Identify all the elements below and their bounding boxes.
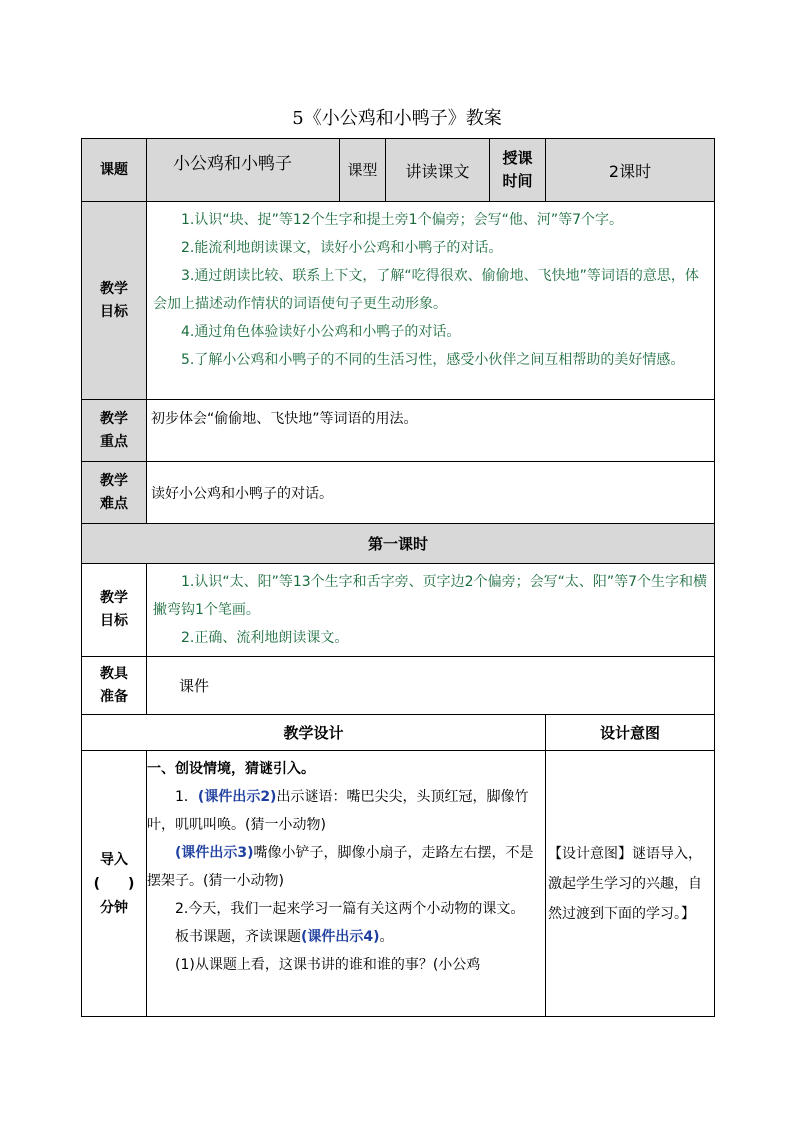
lesson1-goals-label: 教学目标 (82, 564, 147, 657)
topic-label: 课题 (82, 139, 147, 202)
lesson1-goals-content (147, 564, 715, 657)
goal-item: 3.通过朗读比较、联系上下文，了解“吃得很欢、偷偷地、飞快地”等词语的意思，体会加上描述动作情状的词语使句子更生动形象。 (153, 268, 699, 312)
tools-row (82, 657, 715, 715)
courseware-tag: (课件出示4) (301, 929, 380, 945)
design-body-row (82, 751, 715, 1017)
goal-item: 1.认识“块、捉”等12个生字和提土旁1个偏旁；会写“他、河”等7个字。 (181, 212, 623, 228)
goals-content (147, 202, 715, 400)
design-paragraph: 1．(课件出示2)出示谜语：嘴巴尖尖，头顶红冠，脚像竹叶，叽叽叫唤。(猜一小动物) (147, 789, 529, 833)
design-header-row (82, 715, 715, 751)
intent-content: 【设计意图】谜语导入，激起学生学习的兴趣，自然过渡到下面的学习。】 (546, 751, 715, 1017)
goal-item: 4.通过角色体验读好小公鸡和小鸭子的对话。 (181, 324, 461, 340)
goals-row (82, 202, 715, 400)
design-content (147, 751, 546, 1017)
tools-label: 教具准备 (82, 657, 147, 715)
lesson1-goal-item: 2.正确、流利地朗读课文。 (181, 630, 349, 646)
key-points-label: 教学重点 (82, 400, 147, 462)
intent-col-header: 设计意图 (546, 715, 715, 751)
time-label: 授课时间 (490, 139, 546, 202)
lesson1-heading-row (82, 524, 715, 564)
design-paragraph: 2.今天，我们一起来学习一篇有关这两个小动物的课文。 (175, 901, 525, 917)
goal-item: 2.能流利地朗读课文，读好小公鸡和小鸭子的对话。 (181, 240, 503, 256)
design-section-title: 一、创设情境，猜谜引入。 (147, 761, 315, 777)
lesson1-goal-item: 1.认识“太、阳”等13个生字和舌字旁、页字边2个偏旁；会写“太、阳”等7个生字和横撇弯钩1个笔画。 (153, 574, 707, 618)
design-paragraph: 板书课题，齐读课题(课件出示4)。 (175, 929, 394, 945)
design-paragraph: (课件出示3)嘴像小铲子，脚像小扇子，走路左右摆，不是摆架子。(猜一小动物) (147, 845, 534, 889)
courseware-tag: (课件出示2) (197, 789, 277, 805)
key-points-text: 初步体会“偷偷地、飞快地”等词语的用法。 (147, 400, 715, 462)
lesson1-heading: 第一课时 (82, 524, 715, 564)
lesson-plan-table (81, 138, 715, 1017)
lesson1-goals-row (82, 564, 715, 657)
key-points-row (82, 400, 715, 462)
difficulties-label: 教学难点 (82, 462, 147, 524)
tools-text: 课件 (147, 657, 715, 715)
header-row (82, 139, 715, 202)
topic-value: 小公鸡和小鸭子 (147, 139, 340, 202)
goal-item: 5.了解小公鸡和小鸭子的不同的生活习性，感受小伙伴之间互相帮助的美好情感。 (181, 352, 685, 368)
design-col-header: 教学设计 (82, 715, 546, 751)
goals-label: 教学目标 (82, 202, 147, 400)
courseware-tag: (课件出示3) (175, 845, 254, 861)
design-paragraph: (1)从课题上看，这课书讲的谁和谁的事？(小公鸡 (175, 957, 481, 973)
time-value: 2课时 (546, 139, 715, 202)
type-label: 课型 (340, 139, 386, 202)
difficulties-text: 读好小公鸡和小鸭子的对话。 (147, 462, 715, 524)
intro-label: 导入( )分钟 (82, 751, 147, 1017)
type-value: 讲读课文 (386, 139, 490, 202)
difficulties-row (82, 462, 715, 524)
document-title: 5《小公鸡和小鸭子》教案 (292, 108, 502, 129)
